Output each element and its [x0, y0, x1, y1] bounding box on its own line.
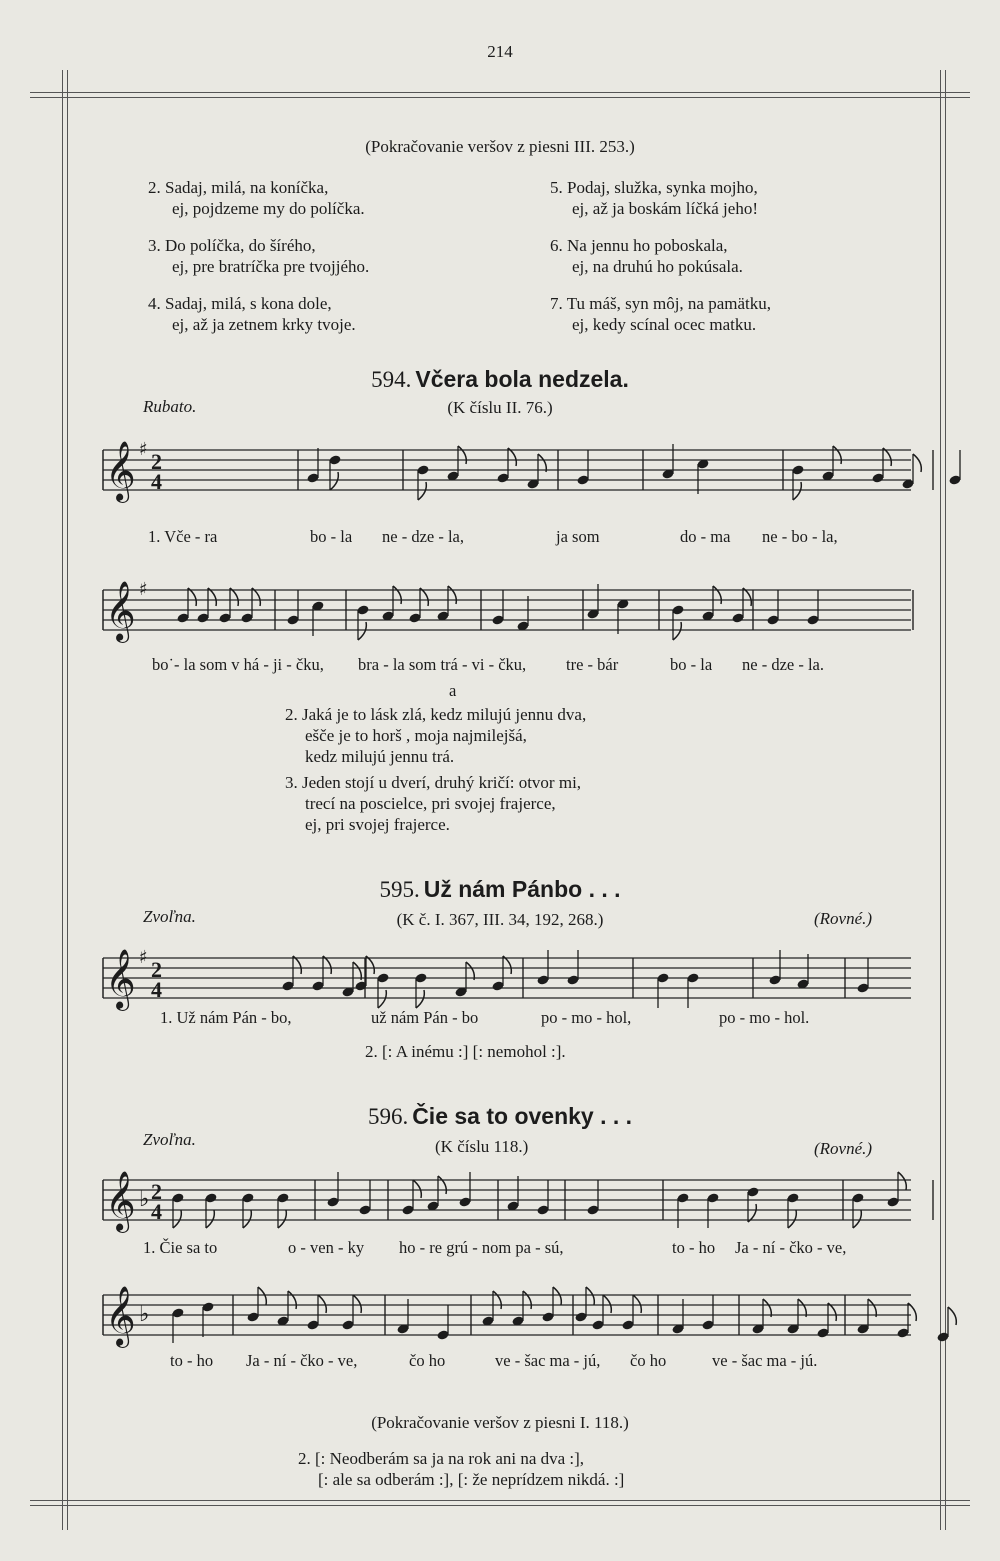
- verse-line: Do políčka, do šírého,: [165, 236, 316, 255]
- note-flag: [252, 588, 260, 606]
- lyric: ne - dze - la,: [382, 527, 464, 546]
- note-flag: [353, 1295, 361, 1313]
- verse-line: ej, pri svojej frajerce.: [305, 815, 450, 834]
- note-flag: [538, 454, 546, 472]
- staff-596-2: [103, 1285, 911, 1347]
- note-flag: [366, 956, 374, 974]
- note-flag: [278, 1210, 286, 1228]
- note-flag: [243, 1210, 251, 1228]
- time-signature-top: 2: [151, 957, 162, 982]
- note-flag: [898, 1172, 906, 1190]
- flat-icon: ♭: [139, 1302, 150, 1327]
- note-flag: [420, 588, 428, 606]
- note-flag: [293, 956, 301, 974]
- note-flag: [673, 622, 681, 640]
- note-flag: [503, 956, 511, 974]
- lyric: do - ma: [680, 527, 731, 546]
- verse-line: [285, 725, 586, 746]
- verse-line-text: ešče je to horš , moja najmilejšá,: [305, 726, 527, 745]
- lyric: ve - šac ma - jú.: [712, 1351, 818, 1370]
- lyric: čo ho: [409, 1351, 446, 1370]
- song-596-title: [0, 1103, 1000, 1130]
- lyric: bo˙- la som v há - ji - čku,: [152, 655, 324, 674]
- song-number: 596.: [367, 1104, 409, 1129]
- lyric: tre - bár: [566, 655, 619, 674]
- verse-2: [148, 177, 369, 198]
- treble-clef-icon: 𝄞: [105, 1286, 136, 1346]
- song-title: Už nám Pánbo . . .: [423, 876, 621, 902]
- page-number: 214: [487, 42, 513, 61]
- note-flag: [438, 1176, 446, 1194]
- sharp-icon: ♯: [139, 579, 148, 600]
- note-flag: [358, 622, 366, 640]
- note-flag: [508, 448, 516, 466]
- note-flag: [828, 1303, 836, 1321]
- lyric: 1. Vče - ra: [148, 527, 218, 546]
- lyric: už nám Pán - bo: [371, 1008, 479, 1027]
- note-flag: [466, 962, 474, 980]
- sharp-icon: ♯: [139, 439, 148, 460]
- song-title: Čie sa to ovenky . . .: [412, 1103, 633, 1129]
- song-594-verse-3: [285, 772, 581, 835]
- lyric: bo - la: [670, 655, 713, 674]
- note-flag: [748, 1204, 756, 1222]
- note-flag: [868, 1299, 876, 1317]
- note-flag: [418, 482, 426, 500]
- verses-right: [550, 177, 771, 335]
- treble-clef-icon: 𝄞: [105, 581, 136, 641]
- song-reference: (K číslu 118.): [435, 1137, 529, 1156]
- note-flag: [458, 446, 466, 464]
- note-flag: [913, 454, 921, 472]
- verse-number: 6.: [550, 236, 563, 255]
- verse-number: 2.: [148, 178, 161, 197]
- lyric: to - ho: [672, 1238, 716, 1257]
- verse-line: ej, až ja boskám líčká jeho!: [572, 199, 758, 218]
- verse-line: 2. [: Neodberám sa ja na rok ani na dva :],: [298, 1449, 585, 1468]
- bottom-rule-2: [30, 1505, 970, 1506]
- verse-6: [550, 235, 771, 256]
- note-flag: [288, 1291, 296, 1309]
- note-flag: [353, 962, 361, 980]
- song-title: Včera bola nedzela.: [415, 366, 629, 392]
- lyric: Ja - ní - čko - ve,: [246, 1351, 358, 1370]
- lyric: bo - la: [310, 527, 353, 546]
- sharp-icon: ♯: [139, 947, 148, 968]
- verse-line: ej, kedy scínal ocec matku.: [572, 315, 757, 334]
- song-595-title: [0, 876, 1000, 903]
- verse-line: Podaj, služka, synka mojho,: [567, 178, 758, 197]
- note-flag: [378, 990, 386, 1008]
- staff-596-1: [103, 1170, 911, 1232]
- verse-line: ej, na druhú ho pokúsala.: [572, 257, 743, 276]
- verses-left: [148, 177, 369, 335]
- note-flag: [318, 1295, 326, 1313]
- lyric: ve - šac ma - jú,: [495, 1351, 601, 1370]
- flat-icon: ♭: [139, 1187, 150, 1212]
- time-signature-top: 2: [151, 1179, 162, 1204]
- top-rule: [30, 92, 970, 93]
- note-flag: [448, 586, 456, 604]
- verse-line: [: ale sa odberám :], [: že neprídzem nikdá. :]: [318, 1470, 625, 1489]
- treble-clef-icon: 𝄞: [105, 949, 136, 1009]
- note-flag: [208, 588, 216, 606]
- note-flag: [173, 1210, 181, 1228]
- note-flag: [603, 1295, 611, 1313]
- verse-line: ej, až ja zetnem krky tvoje.: [172, 315, 356, 334]
- right-rule-2: [945, 70, 946, 1530]
- note-flag: [798, 1299, 806, 1317]
- lyric: 1. Už nám Pán - bo,: [160, 1008, 292, 1027]
- note-flag: [413, 1180, 421, 1198]
- top-rule-2: [30, 97, 970, 98]
- treble-clef-icon: 𝄞: [105, 1171, 136, 1231]
- note-flag: [393, 586, 401, 604]
- lyric: 1. Čie sa to: [143, 1238, 218, 1257]
- note-flag: [586, 1287, 594, 1305]
- lyric: ja som: [556, 527, 600, 546]
- top-continuation-heading: (Pokračovanie veršov z piesni III. 253.): [365, 137, 635, 156]
- verse-line: Tu máš, syn môj, na pamätku,: [566, 294, 772, 313]
- note-flag: [523, 1291, 531, 1309]
- lyric: o - ven - ky: [288, 1238, 365, 1257]
- note-flag: [883, 448, 891, 466]
- lyric: ho - re grú - nom pa - sú,: [399, 1238, 564, 1257]
- left-rule-2: [67, 70, 68, 1530]
- lyric-note: a: [449, 681, 457, 700]
- tempo-marking: Rubato.: [143, 397, 197, 416]
- bottom-rule: [30, 1500, 970, 1501]
- verse-line: ej, pre bratríčka pre tvojjého.: [172, 257, 370, 276]
- song-reference: (K číslu II. 76.): [447, 398, 553, 417]
- verse-line: trecí na poscielce, pri svojej frajerce,: [305, 794, 556, 813]
- lyric: po - mo - hol,: [541, 1008, 632, 1027]
- time-signature-bottom: 4: [151, 1199, 162, 1224]
- note-flag: [633, 1295, 641, 1313]
- bottom-continuation-heading: (Pokračovanie veršov z piesni I. 118.): [371, 1413, 629, 1432]
- verse-3: [148, 235, 369, 256]
- song-595-verse-2: 2. [: A inému :] [: nemohol :].: [365, 1042, 566, 1061]
- song-number: 595.: [379, 877, 420, 902]
- note-flag: [258, 1287, 266, 1305]
- treble-clef-icon: 𝄞: [105, 441, 136, 501]
- tempo-marking: Zvoľna.: [143, 907, 196, 926]
- song-reference: (K č. I. 367, III. 34, 192, 268.): [396, 910, 604, 929]
- verse-5: [550, 177, 771, 198]
- verse-line-text: 2. Jaká je to lásk zlá, kedz milujú jennu dva,: [285, 705, 587, 724]
- note-flag: [788, 1210, 796, 1228]
- style-marking: (Rovné.): [814, 909, 873, 928]
- verse-line: Sadaj, milá, s kona dole,: [165, 294, 332, 313]
- verse-line: 3. Jeden stojí u dverí, druhý kričí: otvor mi,: [285, 773, 582, 792]
- verse-number: 5.: [550, 178, 563, 197]
- lyric: ne - dze - la.: [742, 655, 824, 674]
- note-flag: [330, 472, 338, 490]
- song-594-title: [0, 366, 1000, 393]
- verse-number: 4.: [148, 294, 161, 313]
- lyric: po - mo - hol.: [719, 1008, 810, 1027]
- note-flag: [188, 588, 196, 606]
- staff-595: [103, 948, 911, 1010]
- time-signature-bottom: 4: [151, 469, 162, 494]
- staff-594-1: [103, 440, 911, 502]
- song-594-verse-2: [285, 704, 586, 767]
- time-signature-top: 2: [151, 449, 162, 474]
- note-flag: [230, 588, 238, 606]
- note-flag: [416, 990, 424, 1008]
- bottom-verse: [298, 1448, 624, 1490]
- verse-line: [285, 704, 586, 725]
- note-flag: [713, 586, 721, 604]
- note-flag: [833, 446, 841, 464]
- left-rule: [62, 70, 63, 1530]
- note-flag: [853, 1210, 861, 1228]
- verse-line: Sadaj, milá, na koníčka,: [165, 178, 329, 197]
- verse-line: kedz milujú jennu trá.: [305, 747, 455, 766]
- lyric: ne - bo - la,: [762, 527, 838, 546]
- lyric: čo ho: [630, 1351, 667, 1370]
- tempo-marking: Zvoľna.: [143, 1130, 196, 1149]
- verse-number: 3.: [148, 236, 161, 255]
- verse-number: 7.: [550, 294, 563, 313]
- note-flag: [948, 1307, 956, 1325]
- staff-594-2: [103, 580, 911, 642]
- lyric: Ja - ní - čko - ve,: [735, 1238, 847, 1257]
- verse-7: [550, 293, 771, 314]
- style-marking: (Rovné.): [814, 1139, 873, 1158]
- note-flag: [908, 1303, 916, 1321]
- lyric: bra - la som trá - vi - čku,: [358, 655, 527, 674]
- note-flag: [793, 482, 801, 500]
- note-flag: [493, 1291, 501, 1309]
- note-flag: [323, 956, 331, 974]
- note-flag: [763, 1299, 771, 1317]
- lyric: to - ho: [170, 1351, 214, 1370]
- note-flag: [553, 1287, 561, 1305]
- note-flag: [206, 1210, 214, 1228]
- verse-line: Na jennu ho poboskala,: [567, 236, 728, 255]
- song-number: 594.: [371, 367, 412, 392]
- right-rule: [940, 70, 941, 1530]
- verse-line: ej, pojdzeme my do políčka.: [172, 199, 365, 218]
- time-signature-bottom: 4: [151, 977, 162, 1002]
- verse-4: [148, 293, 369, 314]
- note-flag: [743, 588, 751, 606]
